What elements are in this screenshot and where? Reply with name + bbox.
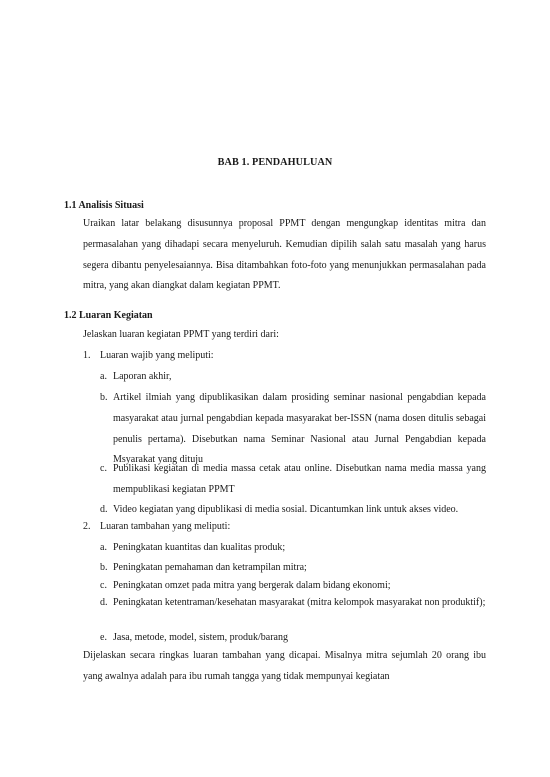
sublist-marker: e. <box>100 632 107 643</box>
sublist-item: Peningkatan ketentraman/kesehatan masyarakat (mitra kelompok masyarakat non produktif); <box>113 597 486 608</box>
sublist-marker: c. <box>100 580 107 591</box>
sublist-item: Publikasi kegiatan di media massa cetak atau online. Disebutkan nama media massa yang mempublikasi kegiatan PPMT <box>113 463 486 495</box>
sublist-item: Video kegiatan yang dipublikasi di media sosial. Dicantumkan link untuk akses video. <box>113 504 459 515</box>
sublist-item: Peningkatan omzet pada mitra yang bergerak dalam bidang ekonomi; <box>113 580 391 591</box>
sublist-marker: b. <box>100 392 108 403</box>
section-heading-luaran: 1.2 Luaran Kegiatan <box>64 310 153 321</box>
sublist-marker: b. <box>100 562 108 573</box>
section-paragraph-analisis: Uraikan latar belakang disusunnya proposal PPMT dengan mengungkap identitas mitra dan permasalahan yang dihadapi secara menyeluruh. Kemudian dipilih salah satu masalah yang harus segera dibantu penyelesaiannya. Bisa ditambahkan foto-foto yang menunjukkan permasalahan pada mitra, yang akan diangkat dalam kegiatan PPMT. <box>83 218 486 292</box>
sublist-marker: d. <box>100 504 108 515</box>
sublist-marker: a. <box>100 542 107 553</box>
list-marker: 2. <box>83 521 91 532</box>
list-item-label: Luaran tambahan yang meliputi: <box>100 521 231 532</box>
sublist-marker: d. <box>100 597 108 608</box>
list-item-label: Luaran wajib yang meliputi: <box>100 350 214 361</box>
sublist-item: Jasa, metode, model, sistem, produk/barang <box>113 632 288 643</box>
sublist-item: Peningkatan kuantitas dan kualitas produk; <box>113 542 286 553</box>
sublist-marker: a. <box>100 371 107 382</box>
sublist-item: Laporan akhir, <box>113 371 172 382</box>
section-heading-analisis: 1.1 Analisis Situasi <box>64 200 144 211</box>
luaran-closing-paragraph: Dijelaskan secara ringkas luaran tambahan yang dicapai. Misalnya mitra sejumlah 20 orang ibu yang awalnya adalah para ibu rumah tangga yang tidak mempunyai kegiatan <box>83 650 486 682</box>
list-marker: 1. <box>83 350 91 361</box>
sublist-marker: c. <box>100 463 107 474</box>
luaran-intro: Jelaskan luaran kegiatan PPMT yang terdiri dari: <box>83 329 279 340</box>
sublist-item: Artikel ilmiah yang dipublikasikan dalam prosiding seminar nasional pengabdian kepada masyarakat atau jurnal pengabdian kepada masyarakat ber-ISSN (nama dosen ditulis sebagai penulis pertama). Disebutkan nama Seminar Nasional atau Jurnal Pengabdian kepada Msyarakat yang dituju <box>113 392 486 466</box>
sublist-item: Peningkatan pemahaman dan ketrampilan mitra; <box>113 562 307 573</box>
chapter-title: BAB 1. PENDAHULUAN <box>217 157 333 168</box>
